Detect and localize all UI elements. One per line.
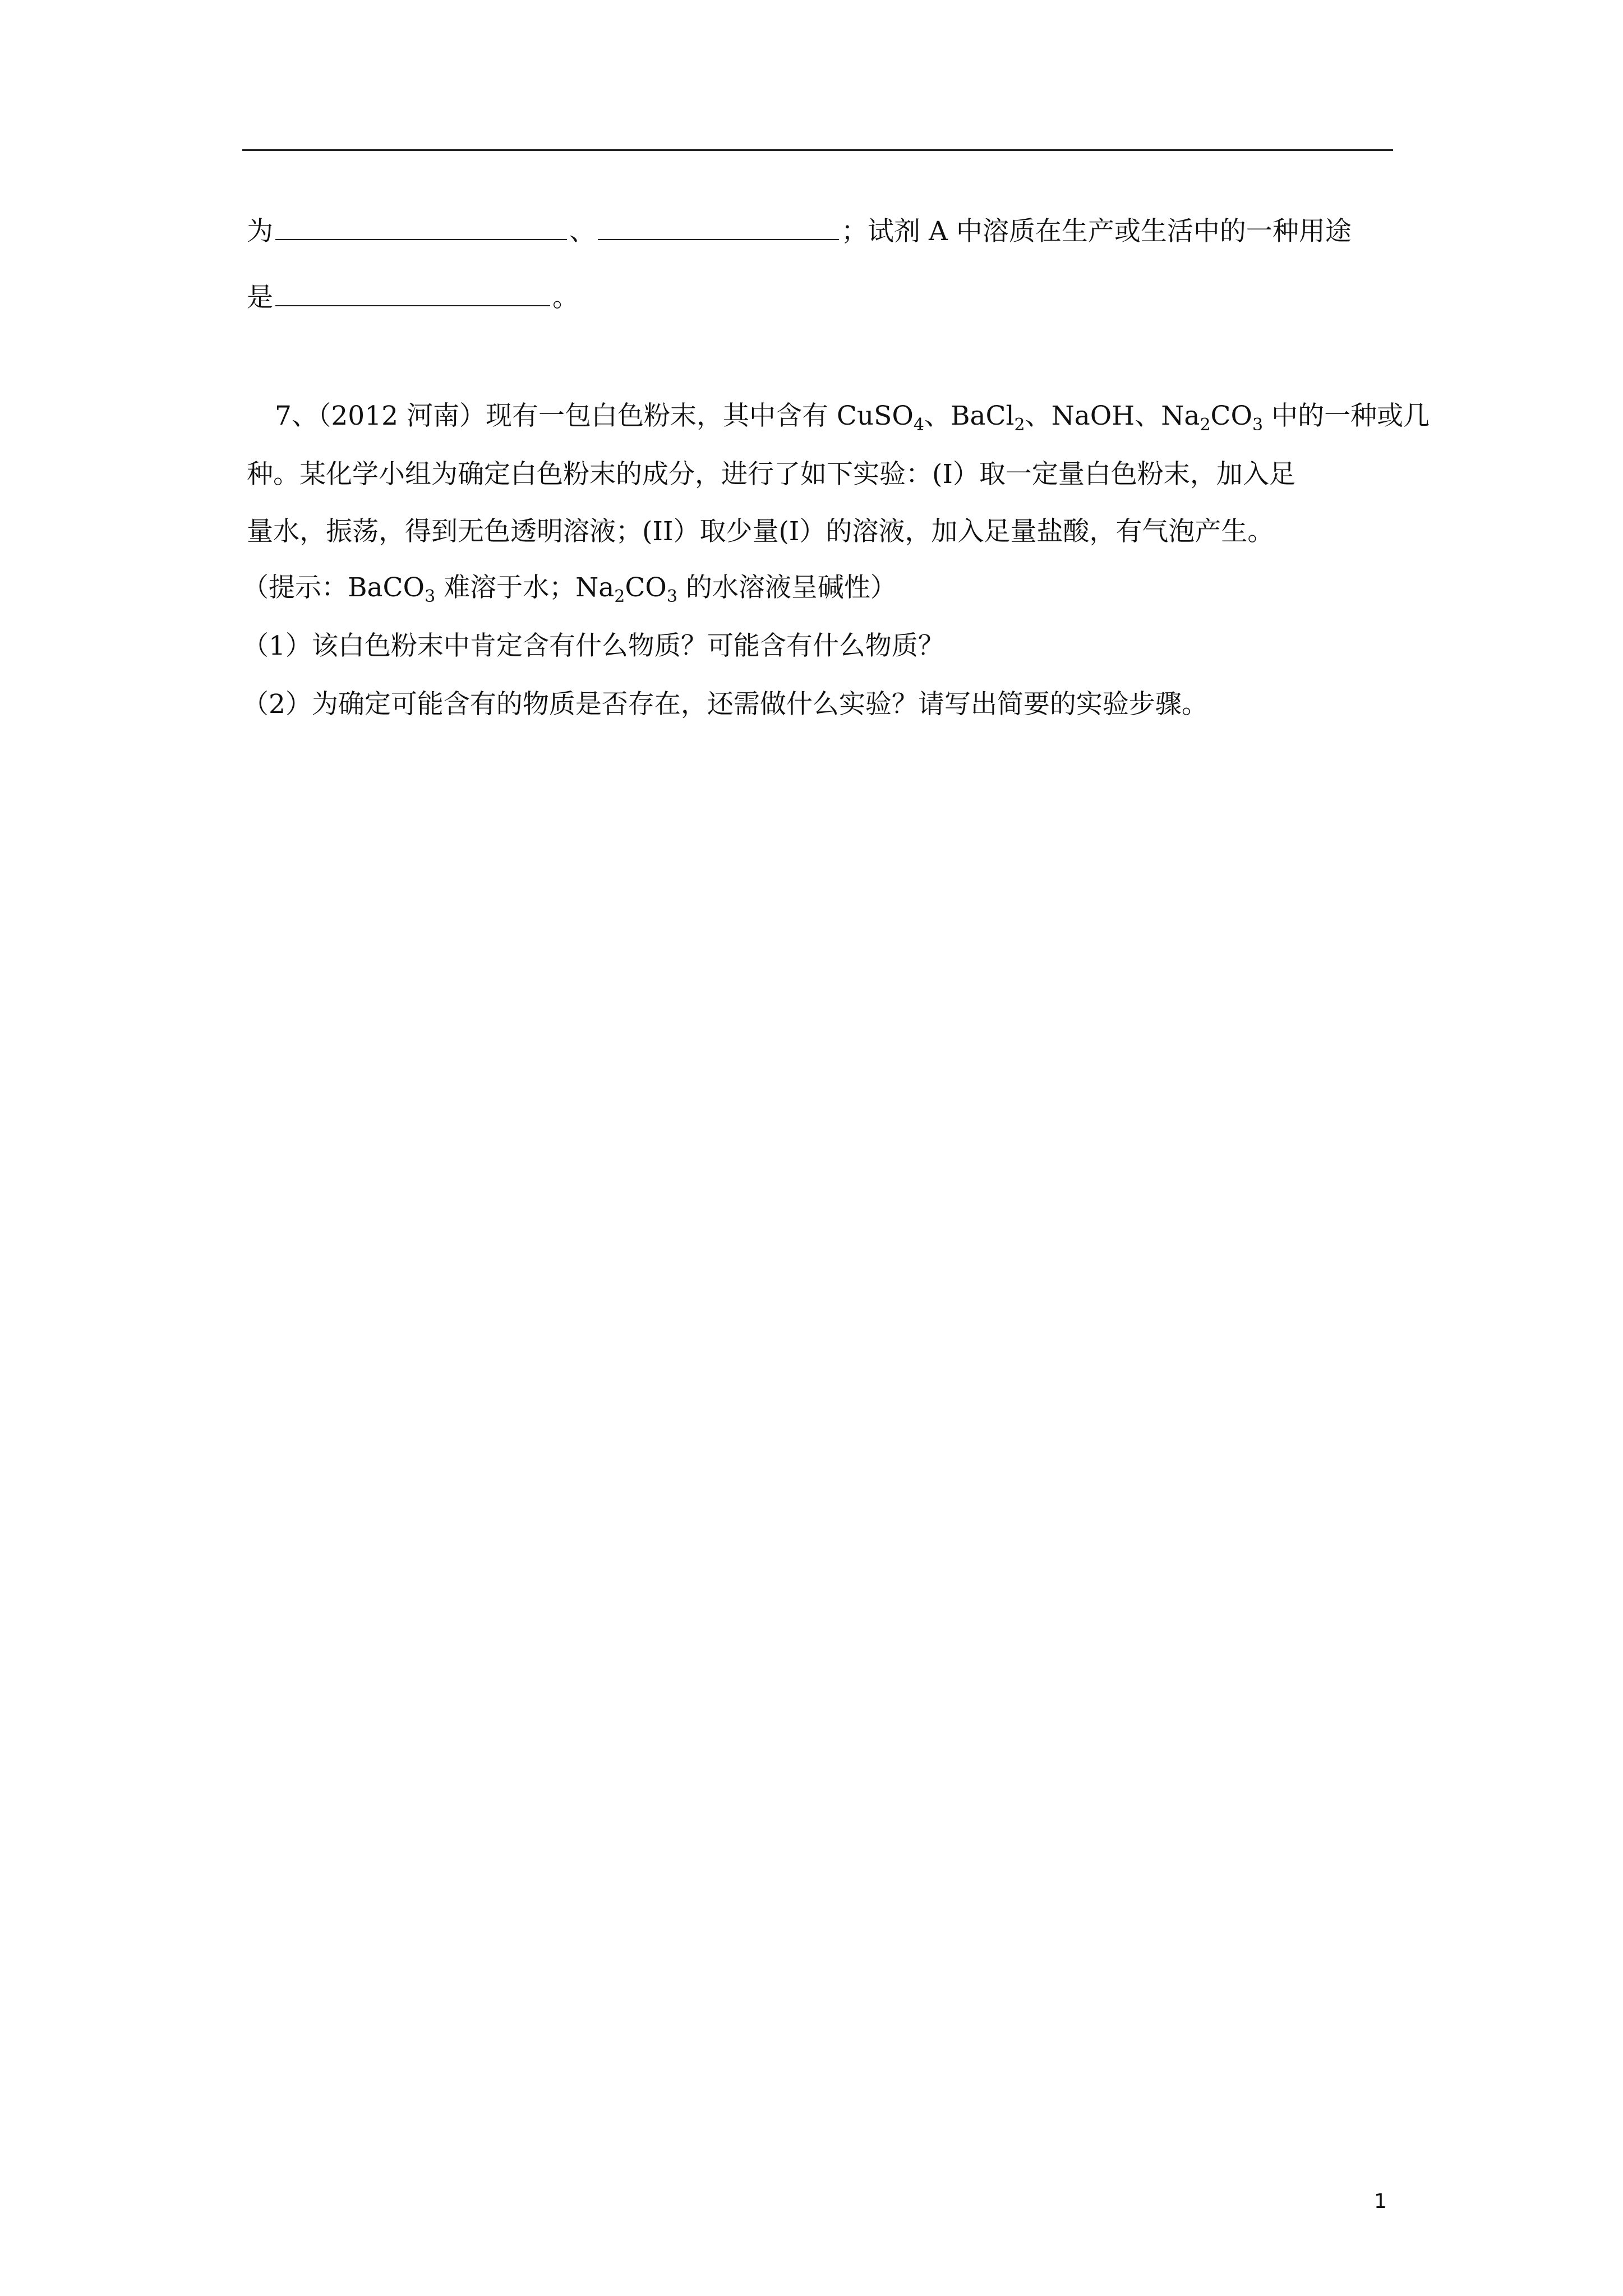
header-rule bbox=[242, 149, 1393, 151]
text-shi: 是 bbox=[247, 282, 273, 313]
question-7-hint bbox=[242, 571, 897, 605]
sub-question-2: （2）为确定可能含有的物质是否存在，还需做什么实验？请写出简要的实验步骤。 bbox=[242, 689, 1208, 720]
hint-formula-co: CO bbox=[625, 572, 667, 603]
text-wei: 为 bbox=[247, 216, 273, 247]
formula-subscript: 3 bbox=[666, 587, 677, 606]
hint-intro: （提示：BaCO bbox=[242, 572, 425, 603]
formula-cuso4: CuSO bbox=[836, 401, 914, 431]
text-separator: 、 bbox=[924, 401, 951, 431]
question-7-line-1 bbox=[275, 399, 1430, 433]
text-reagent-use: ；试剂 A 中溶质在生产或生活中的一种用途 bbox=[841, 216, 1352, 247]
carryover-line-1 bbox=[247, 213, 1352, 249]
question-7-line-1-end: 中的一种或几 bbox=[1263, 401, 1430, 431]
formula-bacl2: BaCl bbox=[950, 401, 1015, 431]
hint-middle: 难溶于水；Na bbox=[435, 572, 615, 603]
sub-question-1: （1）该白色粉末中肯定含有什么物质？可能含有什么物质？ bbox=[242, 631, 944, 661]
formula-subscript: 2 bbox=[614, 587, 625, 606]
question-number: 7 bbox=[275, 401, 292, 431]
carryover-line-2 bbox=[247, 279, 579, 315]
text-separator: 、 bbox=[569, 216, 596, 247]
page-number: 1 bbox=[1374, 2190, 1387, 2213]
formula-na2co3-co: CO bbox=[1210, 401, 1253, 431]
question-7-intro: 、（2012 河南）现有一包白色粉末，其中含有 bbox=[291, 401, 837, 431]
formula-na2co3: Na bbox=[1161, 401, 1200, 431]
formula-subscript: 3 bbox=[1252, 415, 1264, 435]
formula-subscript: 2 bbox=[1200, 415, 1211, 435]
answer-blank-3[interactable] bbox=[275, 279, 550, 306]
hint-end: 的水溶液呈碱性） bbox=[677, 572, 897, 603]
answer-blank-2[interactable] bbox=[598, 213, 839, 240]
question-7-line-2: 种。某化学小组为确定白色粉末的成分，进行了如下实验：(I）取一定量白色粉末，加入足 bbox=[247, 459, 1295, 490]
formula-subscript: 4 bbox=[913, 415, 924, 435]
question-7-line-3: 量水，振荡，得到无色透明溶液；(II）取少量(I）的溶液，加入足量盐酸，有气泡产生。 bbox=[247, 516, 1274, 547]
answer-blank-1[interactable] bbox=[275, 213, 567, 240]
formula-naoh: 、NaOH、 bbox=[1025, 401, 1161, 431]
formula-subscript: 3 bbox=[425, 587, 436, 606]
formula-subscript: 2 bbox=[1014, 415, 1025, 435]
text-period: 。 bbox=[552, 282, 579, 313]
